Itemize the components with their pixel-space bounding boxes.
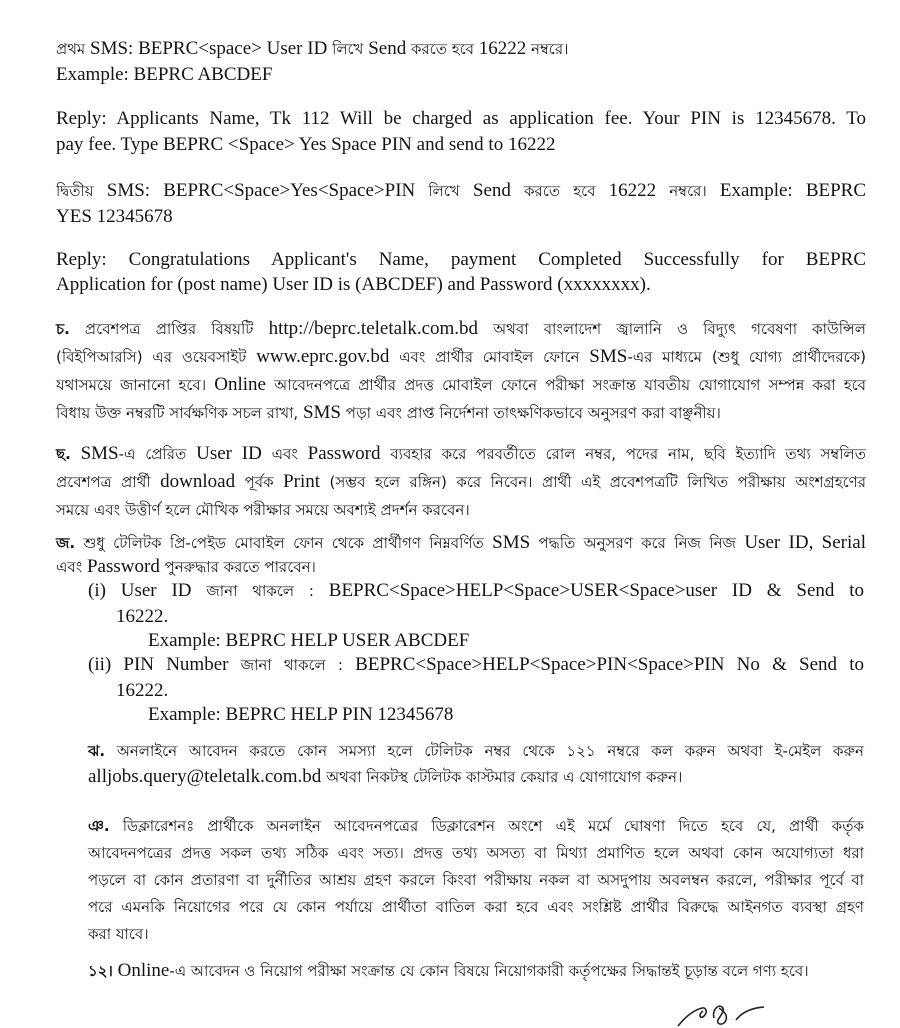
section-cha-line-1: চ. প্রবেশপত্র প্রাপ্তির বিষয়টি http://beprc.teletalk.com.bd অথবা বাংলাদেশ জ্বালানি ও বিদ্যুৎ গবেষণা কাউন্সিল [56, 318, 866, 339]
second-reply-line-2: Application for (post name) User ID is (ABCDEF) and Password (xxxxxxxx). [56, 274, 651, 295]
eprc-website: www.eprc.gov.bd [256, 346, 390, 367]
section-chha-label: ছ. [56, 445, 71, 463]
pin-help-item: (ii) PIN Number জানা থাকলে : BEPRC<Space>HELP<Space>PIN<Space>PIN No & Send to [88, 654, 865, 675]
section-12-line-1: ১২। Online-এ আবেদন ও নিয়োগ পরীক্ষা সংক্রান্ত যে কোন বিষয়ে নিয়োগকারী কর্তৃপক্ষের সিদ্ধান্তই চূড়ান্ত বলে গণ্য হবে। [88, 960, 809, 981]
section-chha-line-3: সময়ে এবং উত্তীর্ণ হলে মৌখিক পরীক্ষার সময়ে অবশ্যই প্রদর্শন করবেন। [56, 501, 470, 519]
section-nya-line-2: আবেদনপত্রের প্রদত্ত সকল তথ্য সঠিক এবং সত্য। প্রদত্ত তথ্য অসত্য বা মিথ্যা প্রমাণিত হলে অথবা কোন অযোগ্যতা ধরা [88, 844, 864, 862]
section-cha-line-2: (বিইপিআরসি) এর ওয়েবসাইট www.eprc.gov.bd এবং প্রার্থীর মোবাইল ফোনে SMS-এর মাধ্যমে (শুধু যোগ্য প্রার্থীদেরকে) [56, 346, 866, 367]
section-jha-label: ঝ. [88, 742, 106, 760]
section-jha-line-1: ঝ. অনলাইনে আবেদন করতে কোন সমস্যা হলে টেলিটক নম্বর থেকে ১২১ নম্বরে কল করুন অথবা ই-মেইল করুন [88, 742, 864, 760]
section-chha-line-2: প্রবেশপত্র প্রার্থী download পূর্বক Print (সম্ভব হলে রঙ্গিন) করে নিবেন। প্রার্থী এই প্রবেশপত্রটি লিখিত পরীক্ষায় অংশগ্রহণের [56, 471, 866, 492]
handwritten-signature-icon [672, 998, 782, 1028]
section-nya-line-4: পরে এমনকি নিয়োগের পরে যে কোন পর্যায়ে প্রার্থীতা বাতিল করা হবে এবং সংশ্লিষ্ট প্রার্থীর বিরুদ্ধে আইনগত ব্যবস্থা গ্রহণ [88, 898, 864, 916]
pin-help-number: 16222. [116, 680, 169, 701]
section-nya-label: ঞ. [88, 817, 110, 835]
support-email: alljobs.query@teletalk.com.bd [88, 766, 322, 787]
teletalk-url: http://beprc.teletalk.com.bd [268, 318, 479, 339]
pin-help-example: Example: BEPRC HELP PIN 12345678 [148, 704, 454, 725]
second-sms-instruction: দ্বিতীয় SMS: BEPRC<Space>Yes<Space>PIN লিখে Send করতে হবে 16222 নম্বরে। Example: BEPRC [56, 180, 867, 201]
first-sms-instruction: প্রথম SMS: BEPRC<space> User ID লিখে Send করতে হবে 16222 নম্বরে। [56, 38, 569, 59]
second-sms-example: YES 12345678 [56, 206, 173, 227]
section-nya-line-1: ঞ. ডিক্লারেশনঃ প্রার্থীকে অনলাইন আবেদনপত্রের ডিক্লারেশন অংশে এই মর্মে ঘোষণা দিতে হবে যে, প্রার্থী কর্তৃক [88, 817, 864, 835]
section-jha-line-2: alljobs.query@teletalk.com.bd অথবা নিকটস্থ টেলিটক কাস্টমার কেয়ার এ যোগাযোগ করুন। [88, 766, 683, 787]
second-reply-line-1: Reply: Congratulations Applicant's Name, payment Completed Successfully for BEPRC [56, 249, 866, 270]
user-id-help-example: Example: BEPRC HELP USER ABCDEF [148, 630, 470, 651]
section-cha-label: চ. [56, 320, 70, 338]
first-sms-example: Example: BEPRC ABCDEF [56, 64, 273, 85]
user-id-help-item: (i) User ID জানা থাকলে : BEPRC<Space>HELP<Space>USER<Space>user ID & Send to [88, 580, 864, 601]
section-ja-label: জ. [56, 534, 76, 552]
section-chha-line-1: ছ. SMS-এ প্রেরিত User ID এবং Password ব্যবহার করে পরবর্তীতে রোল নম্বর, পদের নাম, ছবি ইত্যাদি তথ্য সম্বলিত [56, 443, 866, 464]
section-ja-line-1: জ. শুধু টেলিটক প্রি-পেইড মোবাইল ফোন থেকে প্রার্থীগণ নিম্নবর্ণিত SMS পদ্ধতি অনুসরণ করে নিজ নিজ User ID, Serial [56, 532, 866, 553]
first-reply-line-2: pay fee. Type BEPRC <Space> Yes Space PIN and send to 16222 [56, 134, 556, 155]
first-reply-line-1: Reply: Applicants Name, Tk 112 Will be charged as application fee. Your PIN is 12345678. To [56, 108, 866, 129]
section-12-label: ১২। [88, 962, 113, 980]
section-cha-line-4: বিধায় উক্ত নম্বরটি সার্বক্ষণিক সচল রাখা, SMS পড়া এবং প্রাপ্ত নির্দেশনা তাৎক্ষণিকভাবে অনুসরণ করা বাঞ্ছনীয়। [56, 402, 721, 423]
section-nya-line-5: করা যাবে। [88, 925, 149, 943]
user-id-help-number: 16222. [116, 606, 169, 627]
section-cha-line-3: যথাসময়ে জানানো হবে। Online আবেদনপত্রে প্রার্থীর প্রদত্ত মোবাইল ফোনে পরীক্ষা সংক্রান্ত যাবতীয় যোগাযোগ সম্পন্ন করা হবে [56, 374, 866, 395]
section-ja-line-2: এবং Password পুনরুদ্ধার করতে পারবেন। [56, 556, 316, 577]
section-nya-line-3: পড়লে বা কোন প্রতারণা বা দুর্নীতির আশ্রয় গ্রহণ করলে কিংবা পরীক্ষায় নকল বা অসদুপায় অবলম্বন করলে, পরীক্ষার পূর্বে বা [88, 871, 864, 889]
